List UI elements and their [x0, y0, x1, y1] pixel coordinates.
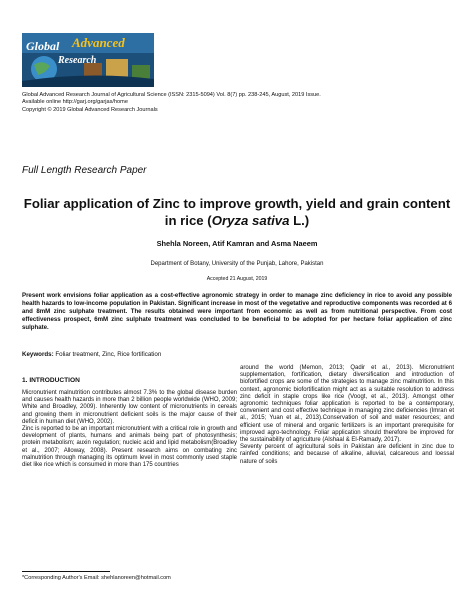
right-paragraph-1: around the world (Memon, 2013; Qadir et al., 2013). Micronutrient supplementation, fortification, dietary diversification and introduction of biofortified crops are some of the strategies to manage zinc malnutrition. In this context, agronomic biofortification might act as a suitable resolution to address zinc deficit in staple crops like rice (Voogt, et al., 2013). Amongst other agronomic techniques foliar application is reported to be a contemporary, convenient and cost effective technique in managing zinc deficiencies (Imran et al., 2015; Yuan et al., 2013).Conservation of soil and water resources; and efficient use of mineral and organic fertilizers is an important prerequisite for improved agro-technology. Foliar application should therefore be improved for the sustainability of agriculture (Alshaal & El-Ramady, 2017). [240, 365, 454, 444]
affiliation: Department of Botany, University of the Punjab, Lahore, Pakistan [150, 261, 324, 267]
journal-copyright: Copyright © 2019 Global Advanced Research Journals [22, 106, 158, 113]
journal-url[interactable]: Available online http://garj.org/garjas/home [22, 99, 128, 106]
accepted-date: Accepted 21 August, 2019 [206, 276, 268, 282]
journal-info [22, 92, 462, 114]
journal-logo [22, 33, 154, 87]
left-paragraph-2: Zinc is reported to be an important micronutrient with a critical role in growth and development of plants, humans and animals being part of photosynthesis; protein metabolism; auxin regulation; nucleic acid and lipid metabolism(Broadley et al., 2007; Alloway, 2008). Present research aims on combating zinc malnutrition through managing its optimum level in most commonly used staple diet like rice which is consumed in more than 175 countries [22, 426, 237, 469]
right-column [240, 365, 454, 466]
keywords [22, 351, 161, 358]
logo-word-research: Research [58, 55, 97, 66]
logo-word-advanced: Advanced [72, 35, 125, 50]
title-main: Foliar application of Zinc to improve growth, yield and grain content in rice ( [23, 196, 451, 228]
logo-word-global: Global [26, 39, 60, 53]
left-column [22, 390, 237, 469]
corresponding-author-footnote: *Corresponding Author's Email: shehlanoreen@hotmail.com [22, 575, 171, 581]
abstract: Present work envisions foliar application as a cost-effective agronomic strategy in order to manage zinc deficiency in rice to avoid any possible health hazards to low-income population in Pakistan. Significant increase in most of the vegetative and reproductive components was recorded at 6 and 8mM zinc sulphate treatment. The results obtained were important from economic as well as from nutritional perspective. From cost effectiveness prospect, 6mM zinc sulphate treatment was concluded to be beneficial to be adopted for per hectare foliar application of zinc sulphate. [22, 292, 452, 332]
journal-citation: Global Advanced Research Journal of Agricultural Science (ISSN: 2315-5094) Vol. 8(7) pp. 238-245, August, 2019 Issue. [22, 92, 321, 98]
right-paragraph-2: Seventy percent of agricultural soils in Pakistan are deficient in zinc due to rainfed conditions; and because of alkaline, alluvial, calcareous and loessal nature of soils [240, 444, 454, 465]
left-paragraph-1: Micronutrient malnutrition contributes almost 7.3% to the global disease burden and causes health hazards in more than 2 billion people worldwide (WHO, 2009; White and Broadley, 2009). Inherently low content of micronutrients in cereals and growing them in micronutrient deficient soils is the major cause of their deficit in human diet (WHO, 2002). [22, 390, 237, 425]
paper-type: Full Length Research Paper [22, 165, 147, 176]
authors: Shehla Noreen, Atif Kamran and Asma Naeem [156, 239, 318, 248]
keywords-label: Keywords: [22, 351, 54, 358]
section-heading-introduction: 1. INTRODUCTION [22, 377, 80, 384]
title-species: Oryza sativa [211, 213, 290, 228]
footnote-divider [22, 571, 110, 572]
keywords-value: Foliar treatment, Zinc, Rice fortification [53, 351, 162, 358]
paper-title [22, 195, 452, 229]
title-suffix: L.) [289, 213, 310, 228]
